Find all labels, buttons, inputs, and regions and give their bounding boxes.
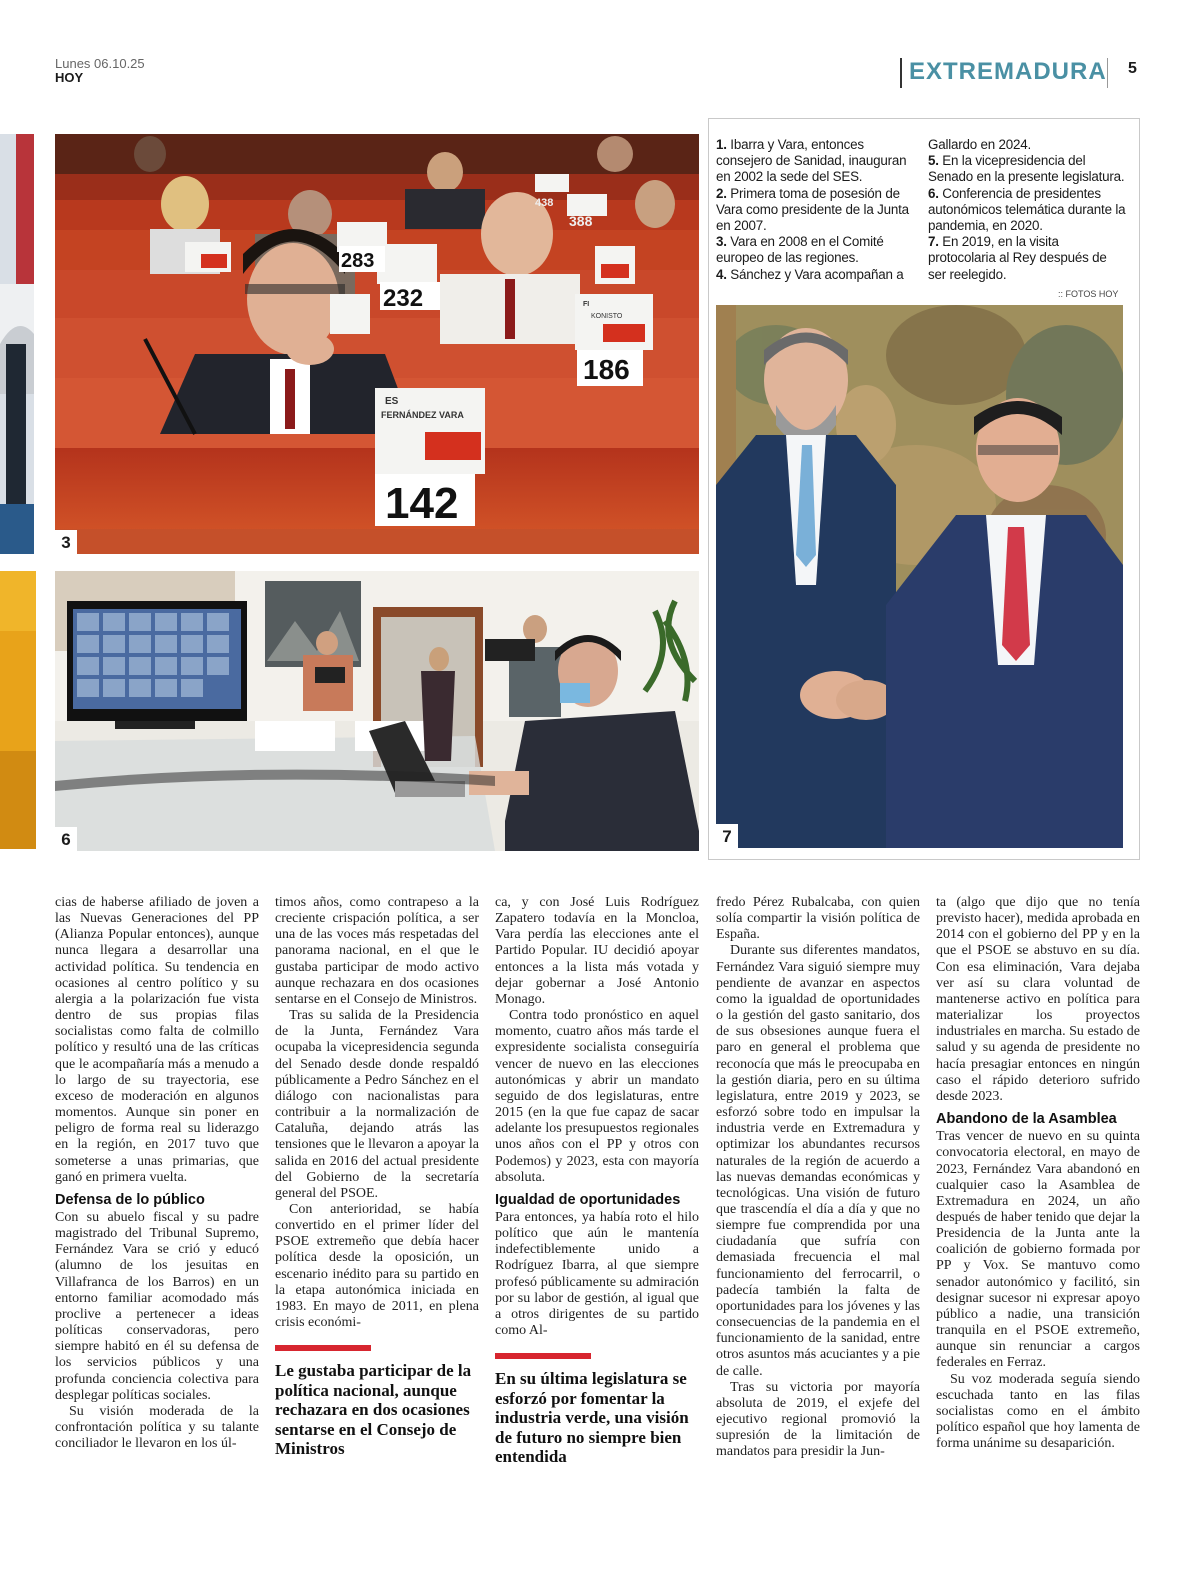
- header-divider: [900, 58, 902, 88]
- placard-seat-number: 438: [535, 197, 554, 209]
- photo-captions-left: [716, 137, 910, 283]
- photo-committee-regions: [55, 134, 699, 554]
- pull-quote: En su última legislatura se esforzó por fomentar la industria verde, una visión de futuro no siempre bien entendida: [495, 1369, 689, 1467]
- seat-placard: [377, 244, 440, 312]
- photo-number: 3: [55, 530, 77, 554]
- photo-fragment-bottom-left: [0, 571, 36, 849]
- paragraph: Durante sus diferentes mandatos, Fernández Vara siguió siempre muy pendiente de avanzar en aspectos como la igualdad de oportunidades o la gestión del gasto sanitario, dos de sus obsesiones aunque fuera el paro en general el problema que reconocía que más le preocupaba en la gestión diaria, pero en su última legislatura, entre 2019 y 2023, se esforzó sobre todo en impulsar la industria verde en Extremadura y optimizar los abundantes recursos naturales de la región de acuerdo a las nuevas demandas económicas y tecnológicas. Una visión de futuro que trascendía el día a día y que no siempre fue comprendida por una ciudadanía que sufría con demasiada frecuencia el mal funcionamiento del ferrocarril, o padecía también la falta de oportunidades para los jóvenes y las consecuencias de la pandemia en el funcionamiento de la sanidad, entre otros asuntos más acuciantes y a pie de calle.: [716, 943, 920, 1379]
- caption-item: [928, 153, 1126, 185]
- caption-number: 5.: [928, 153, 939, 169]
- caption-number: 7.: [928, 234, 939, 250]
- paragraph: timos años, como contrapeso a la creciente crispación política, a ser una de las voces más respetadas del panorama nacional, en el que le gustaba participar de modo activo aunque rechazara en dos ocasiones sentarse en el Consejo de Ministros.: [275, 895, 479, 1007]
- section-title: EXTREMADURA: [909, 58, 1107, 85]
- caption-text: Ibarra y Vara, entonces consejero de Sanidad, inauguran en 2002 la sede del SES.: [716, 137, 907, 185]
- placard-seat-number: 186: [583, 354, 630, 385]
- paragraph: ca, y con José Luis Rodríguez Zapatero todavía en la Moncloa, Vara perdía las elecciones ante el Partido Popular. IU decidió apoyar entonces a la lista más votada y dejar gobernar a José Antonio Monago.: [495, 895, 699, 1007]
- caption-text: Sánchez y Vara acompañan a: [726, 266, 904, 282]
- placard-seat-number: 388: [569, 213, 593, 229]
- article-column-5: [936, 895, 1140, 1452]
- paragraph: cias de haberse afiliado de joven a las Nuevas Generaciones del PP (Alianza Popular entonces), aunque nunca llegara a desarrollar una actividad política. Su tendencia en ocasiones al centro político y su alergia a la polarización fue vista dentro de sus propias filas socialistas como falta de colmillo político y resultó una de las críticas que le acompañaría más a menudo a lo largo de su trayectoria, ese exceso de moderación en algunos momentos. Aunque sin poner en peligro de forma real su liderazgo en la región, en 2017 tuvo que someterse a unas primarias, que ganó en primera vuelta.: [55, 895, 259, 1185]
- paragraph: Tras vencer de nuevo en su quinta convocatoria electoral, en mayo de 2023, Fernández Vara abandonó en cualquier caso la Asamblea de Extremadura en 2024, un año después de haber tenido que dejar la Presidencia de la Junta ante la coalición de gobierno formada por PP y Vox. Se mantuvo como senador autonómico y facilitó, sin designar sucesor ni expresar apoyo público a nadie, una transición tranquila en el PSOE extremeño, aunque sin renunciar a cargos federales en Ferraz.: [936, 1129, 1140, 1371]
- caption-text: En 2019, en la visita protocolaria al Rey después de ser reelegido.: [928, 234, 1107, 282]
- photo-telematic-conference: [55, 571, 699, 851]
- subheading: Abandono de la Asamblea: [936, 1111, 1117, 1128]
- article-column-4: [716, 895, 920, 1460]
- seat-placard: [375, 388, 485, 528]
- subheading: Igualdad de oportunidades: [495, 1191, 681, 1208]
- photo-number: 6: [55, 827, 77, 851]
- paragraph: ta (algo que dijo que no tenía previsto hacer), medida aprobada en 2014 con el gobierno del PP y en la que el PSOE se abstuvo en su día. Con esa eliminación, Vara dejaba ver así su clara voluntad de mantenerse activo en política para materializar los proyectos industriales en marcha. Su estado de salud y su agenda de presidente no hacía presagiar entonces en ningún caso el rápido deterioro sufrido desde 2023.: [936, 895, 1140, 1104]
- caption-item: [928, 234, 1126, 283]
- seat-placard: [575, 294, 653, 386]
- caption-item: [928, 186, 1126, 235]
- pull-quote-bar: [275, 1345, 371, 1351]
- placard-name: FERNÁNDEZ VARA: [381, 410, 464, 420]
- photo-credit: :: FOTOS HOY: [1058, 289, 1119, 299]
- header-divider: [1107, 58, 1108, 88]
- caption-text: Conferencia de presidentes autonómicos telemática durante la pandemia, en 2020.: [928, 185, 1126, 234]
- caption-number: 3.: [716, 234, 727, 250]
- photo-fragment-top-left: [0, 134, 34, 554]
- placard-name: KONISTO: [591, 313, 623, 320]
- caption-text: Vara en 2008 en el Comité europeo de las regiones.: [716, 234, 884, 266]
- pull-quote: Le gustaba participar de la política nacional, aunque rechazara en dos ocasiones sentarse en el Consejo de Ministros: [275, 1361, 472, 1459]
- pull-quote-bar: [495, 1353, 591, 1359]
- page-number: 5: [1128, 60, 1137, 77]
- subheading: Defensa de lo público: [55, 1191, 205, 1208]
- caption-number: 6.: [928, 185, 939, 201]
- paragraph: Tras su salida de la Presidencia de la Junta, Fernández Vara ocupaba la vicepresidencia segunda del Senado desde donde respaldó públicamente a Pedro Sánchez en el diálogo con nacionalistas para contribuir a la normalización de Cataluña, dejando atrás las tensiones que le llevaron a apoyar la salida en 2016 del actual presidente del Gobierno de la secretaría general del PSOE.: [275, 1008, 479, 1201]
- placard-seat-number: 232: [383, 285, 424, 312]
- caption-text: Primera toma de posesión de Vara como presidente de la Junta en 2007.: [716, 185, 909, 234]
- paragraph: fredo Pérez Rubalcaba, con quien solía compartir la visión política de España.: [716, 895, 920, 943]
- photo-captions-right: [928, 137, 1126, 283]
- article-column-3: [495, 895, 699, 1467]
- caption-continuation: Gallardo en 2024.: [928, 137, 1032, 152]
- caption-item: [716, 137, 910, 186]
- article-column-2: [275, 895, 479, 1459]
- caption-item: [716, 267, 910, 283]
- paragraph: Para entonces, ya había roto el hilo político que aún le mantenía indefectiblemente unido a Rodríguez Ibarra, al que siempre profesó públicamente su admiración por su labor de gestión, al igual que a otros dirigentes de su partido como Al-: [495, 1209, 699, 1339]
- paragraph: Con su abuelo fiscal y su padre magistrado del Tribunal Supremo, Fernández Vara se crió y educó (alumno de los jesuitas en Villafranca de los Barros) en un entorno familiar acomodado más proclive a pertenecer a ideas políticas conservadoras, pero siempre habitó en él su defensa de los servicios públicos y una profunda conciencia colectiva para desplegar políticas sociales.: [55, 1209, 259, 1403]
- caption-item: [716, 186, 910, 235]
- paragraph: Su voz moderada seguía siendo escuchada tanto en las filas socialistas como en el ámbito político español que hoy lamenta de forma unánime su desaparición.: [936, 1371, 1140, 1452]
- paragraph: Con anterioridad, se había convertido en el primer líder del PSOE extremeño que debía hacer política desde la oposición, un escenario inédito para su partido en la etapa autonómica iniciada en 1983. En mayo de 2011, en plena crisis económi-: [275, 1201, 479, 1331]
- caption-number: 4.: [716, 266, 727, 282]
- caption-number: 2.: [716, 185, 727, 201]
- paragraph: Contra todo pronóstico en aquel momento, cuatro años más tarde el expresidente socialista conseguiría vencer de nuevo en las elecciones autonómicas y abrir un mandato seguido de dos legislaturas, entre 2015 (en la que fue capaz de sacar adelante los presupuestos regionales unos años con el PP y otros con Podemos) y 2023, esta con mayoría absoluta.: [495, 1008, 699, 1185]
- publication-name: HOY: [55, 70, 84, 85]
- caption-number: 1.: [716, 137, 727, 152]
- placard-country: FI: [583, 301, 590, 308]
- placard-seat-number: 142: [385, 479, 459, 528]
- caption-item: [716, 234, 910, 266]
- placard-country: ES: [385, 396, 399, 407]
- article-column-1: [55, 895, 259, 1452]
- placard-seat-number: 283: [341, 250, 375, 272]
- issue-date: Lunes 06.10.25: [55, 56, 145, 71]
- paragraph: Tras su victoria por mayoría absoluta de 2019, el exjefe del ejecutivo regional promovió la supresión de la limitación de mandatos para presidir la Jun-: [716, 1379, 920, 1460]
- photo-royal-visit: [716, 305, 1123, 848]
- seat-placard: [337, 222, 387, 272]
- paragraph: Su visión moderada de la confrontación política y su talante conciliador le llevaron en los úl-: [55, 1403, 259, 1452]
- caption-text: En la vicepresidencia del Senado en la presente legislatura.: [928, 153, 1125, 185]
- photo-number: 7: [716, 824, 738, 848]
